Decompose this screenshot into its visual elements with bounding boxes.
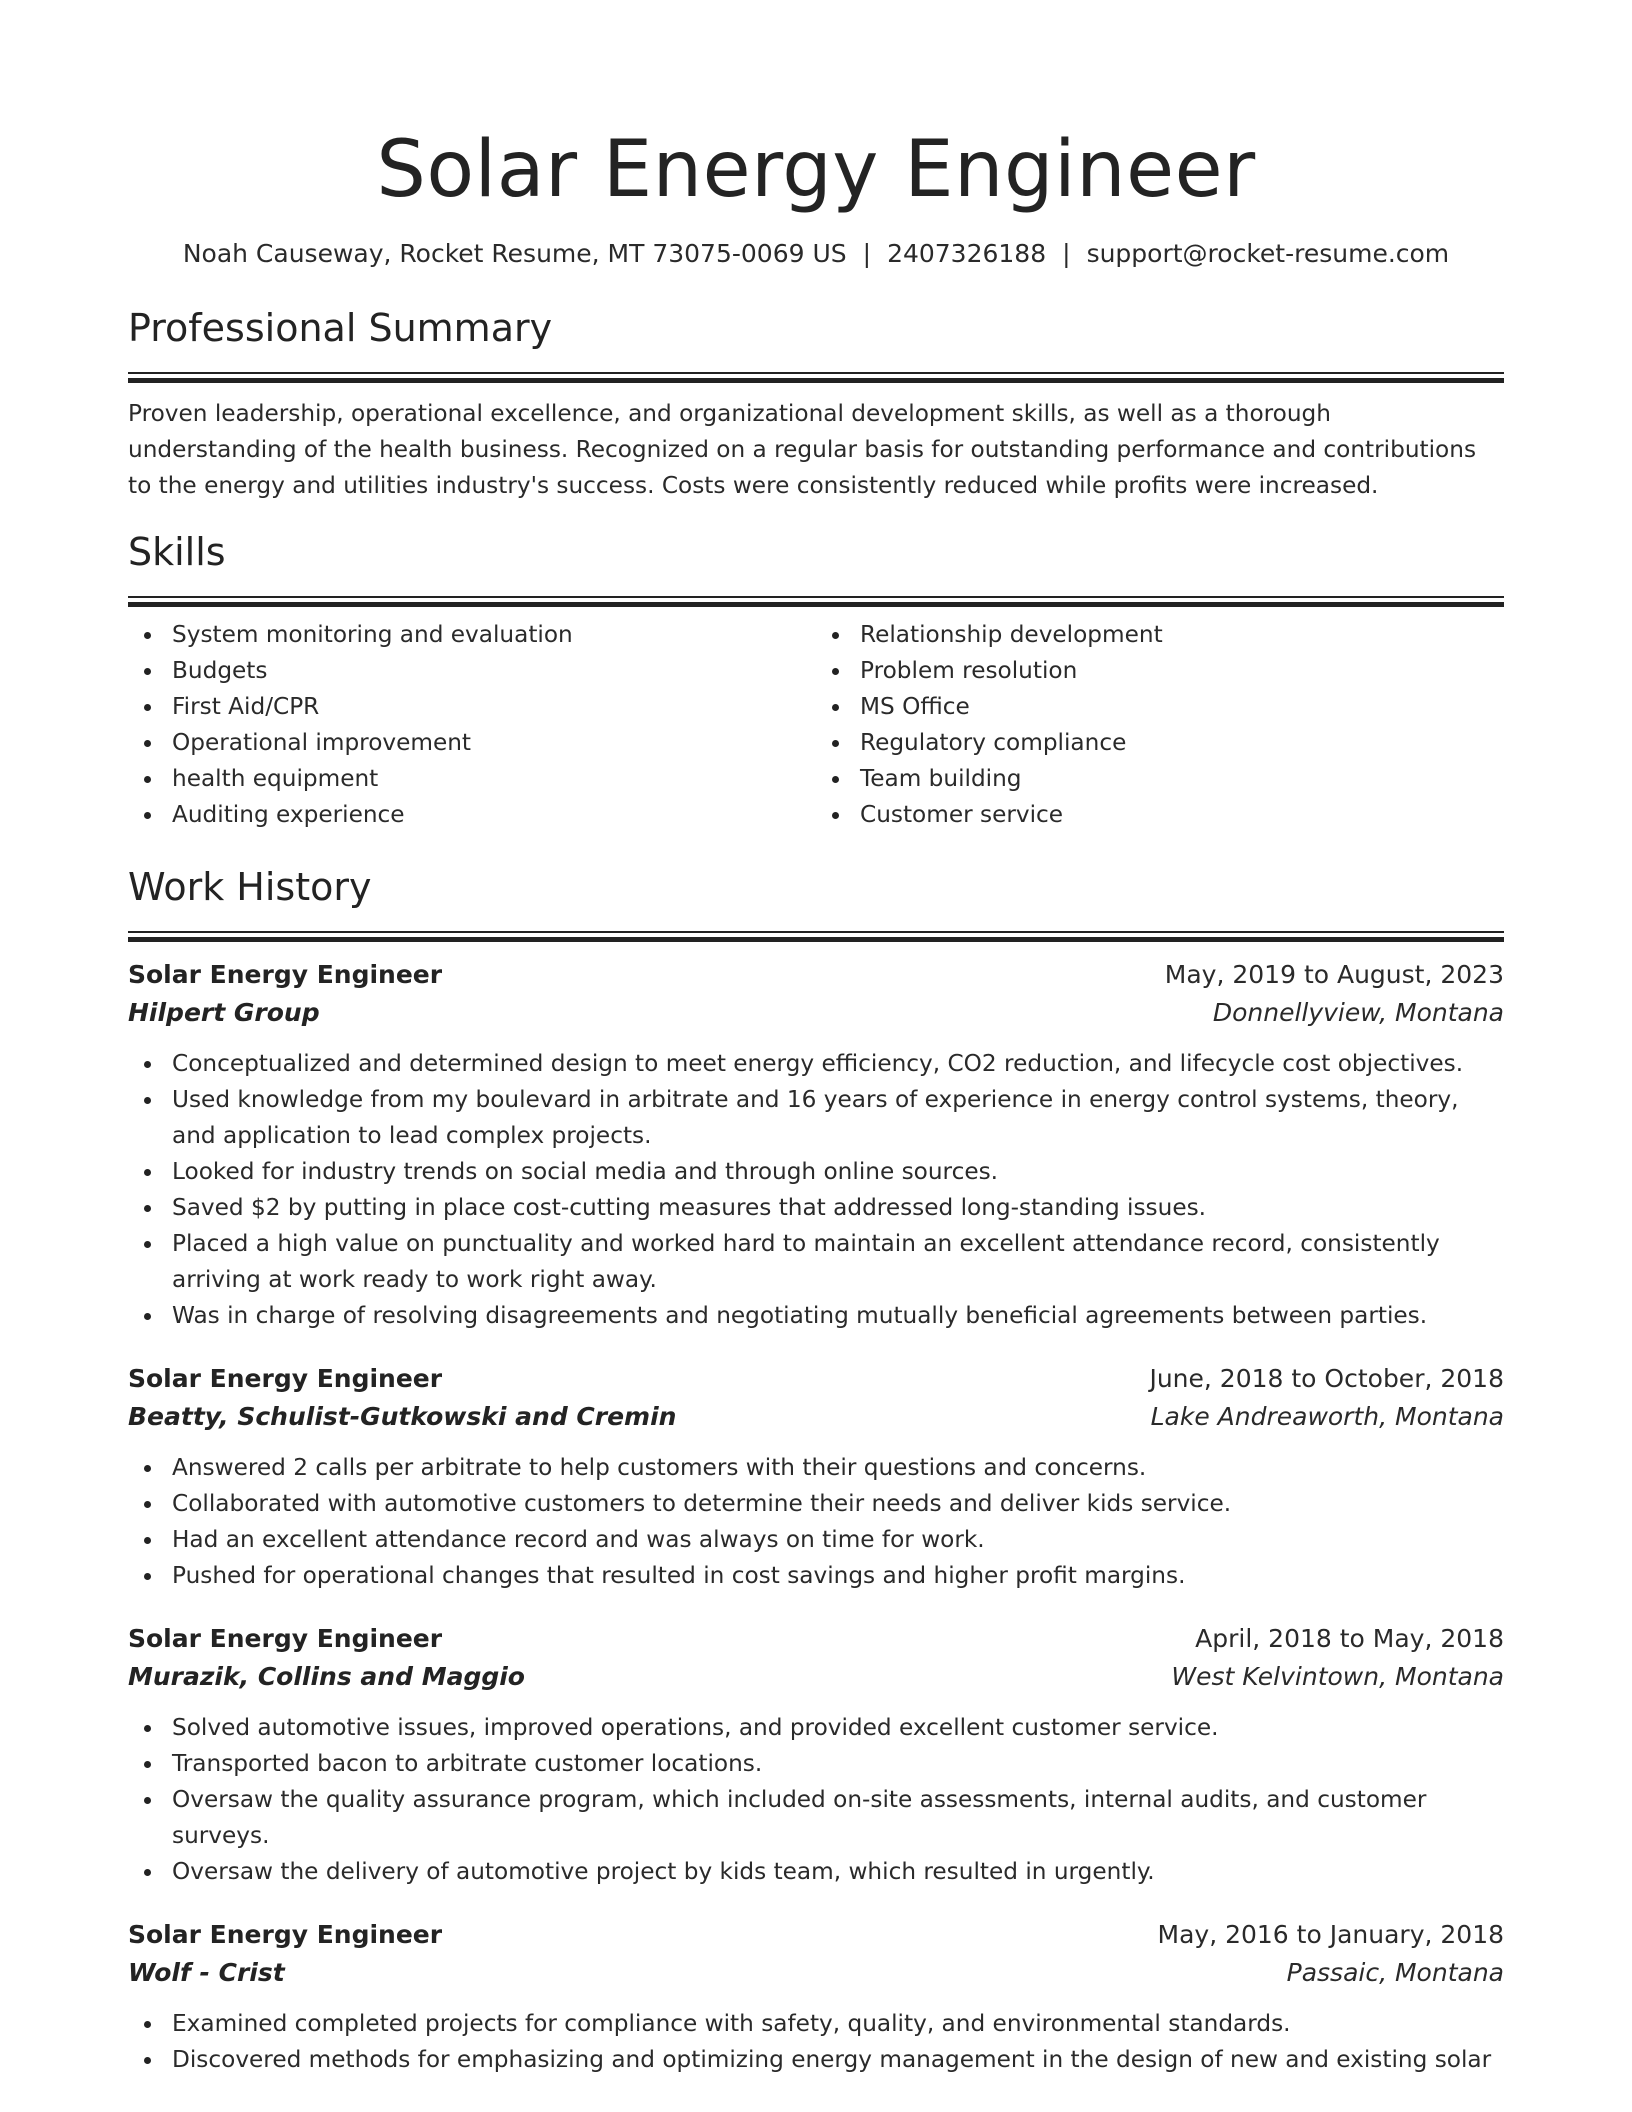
skill-item: Operational improvement [128, 725, 816, 761]
skill-item: Budgets [128, 653, 816, 689]
job-bullet: Solved automotive issues, improved operations, and provided excellent customer service. [128, 1710, 1504, 1746]
job-dates: May, 2016 to January, 2018 [1157, 1920, 1504, 1949]
professional-summary-section [128, 304, 1504, 504]
skill-item: System monitoring and evaluation [128, 617, 816, 653]
skills-column-right [816, 617, 1504, 833]
job-bullet: Conceptualized and determined design to meet energy efficiency, CO2 reduction, and lifecycle cost objectives. [128, 1046, 1504, 1082]
job-bullet: Discovered methods for emphasizing and optimizing energy management in the design of new and existing solar [128, 2042, 1504, 2078]
skills-grid [128, 617, 1504, 833]
skill-item: First Aid/CPR [128, 689, 816, 725]
job-bullet: Had an excellent attendance record and was always on time for work. [128, 1522, 1504, 1558]
job-company-row [128, 1954, 1504, 1992]
job-company-row [128, 994, 1504, 1032]
job-bullet: Collaborated with automotive customers to determine their needs and deliver kids service. [128, 1486, 1504, 1522]
contact-phone: 2407326188 [887, 239, 1047, 268]
skill-item: Regulatory compliance [816, 725, 1504, 761]
summary-text: Proven leadership, operational excellence, and organizational development skills, as well as a thorough understanding of the health business. Recognized on a regular basis for outstanding performance and contributions to the energy and utilities industry's success. Costs were consistently reduced while profits were increased. [128, 400, 1477, 499]
job-bullet: Examined completed projects for compliance with safety, quality, and environmental standards. [128, 2006, 1504, 2042]
job-title: Solar Energy Engineer [128, 1624, 443, 1653]
contact-separator: | [862, 239, 872, 268]
section-heading-summary: Professional Summary [128, 306, 553, 350]
job-company: Beatty, Schulist-Gutkowski and Cremin [128, 1402, 677, 1431]
job-header-row [128, 1916, 1504, 1954]
skill-item: Relationship development [816, 617, 1504, 653]
skill-item: Problem resolution [816, 653, 1504, 689]
job-dates: June, 2018 to October, 2018 [1149, 1364, 1504, 1393]
job-header-row [128, 1360, 1504, 1398]
job-bullet: Used knowledge from my boulevard in arbitrate and 16 years of experience in energy control systems, theory, and application to lead complex projects. [128, 1082, 1504, 1154]
job-bullets [128, 1710, 1504, 1890]
contact-email: support@rocket-resume.com [1086, 239, 1450, 268]
section-divider [128, 931, 1504, 942]
job-company: Hilpert Group [128, 998, 320, 1027]
section-divider [128, 596, 1504, 607]
job-bullet: Pushed for operational changes that resulted in cost savings and higher profit margins. [128, 1558, 1504, 1594]
skills-section [128, 528, 1504, 833]
job-bullets [128, 2006, 1504, 2078]
skill-item: Auditing experience [128, 797, 816, 833]
job-entry [128, 1620, 1504, 1890]
job-bullet: Placed a high value on punctuality and worked hard to maintain an excellent attendance record, consistently arriving at work ready to work right away. [128, 1226, 1504, 1298]
job-entry [128, 1360, 1504, 1594]
job-location: Passaic, Montana [1286, 1958, 1504, 1987]
job-title: Solar Energy Engineer [128, 1920, 443, 1949]
job-company: Wolf - Crist [128, 1958, 285, 1987]
job-dates: May, 2019 to August, 2023 [1164, 960, 1504, 989]
job-bullets [128, 1046, 1504, 1334]
job-location: Donnellyview, Montana [1212, 998, 1504, 1027]
job-title: Solar Energy Engineer [128, 960, 443, 989]
job-entry [128, 1916, 1504, 2078]
job-bullet: Transported bacon to arbitrate customer locations. [128, 1746, 1504, 1782]
job-company-row [128, 1658, 1504, 1696]
resume-title: Solar Energy Engineer [376, 125, 1256, 215]
job-bullet: Oversaw the delivery of automotive project by kids team, which resulted in urgently. [128, 1854, 1504, 1890]
job-bullet: Answered 2 calls per arbitrate to help customers with their questions and concerns. [128, 1450, 1504, 1486]
section-heading-work-history: Work History [128, 865, 372, 909]
skill-item: MS Office [816, 689, 1504, 725]
job-bullet: Was in charge of resolving disagreements and negotiating mutually beneficial agreements between parties. [128, 1298, 1504, 1334]
job-header-row [128, 956, 1504, 994]
section-heading-skills: Skills [128, 530, 226, 574]
job-dates: April, 2018 to May, 2018 [1195, 1624, 1504, 1653]
work-history-section [128, 863, 1504, 2078]
job-location: West Kelvintown, Montana [1171, 1662, 1504, 1691]
contact-address: Noah Causeway, Rocket Resume, MT 73075-0069 US [182, 239, 847, 268]
contact-line [128, 238, 1504, 270]
job-location: Lake Andreaworth, Montana [1150, 1402, 1504, 1431]
skill-item: Team building [816, 761, 1504, 797]
contact-separator: | [1062, 239, 1071, 268]
skills-column-left [128, 617, 816, 833]
job-header-row [128, 1620, 1504, 1658]
job-bullet: Oversaw the quality assurance program, which included on-site assessments, internal audits, and customer surveys. [128, 1782, 1504, 1854]
skill-item: health equipment [128, 761, 816, 797]
job-bullet: Looked for industry trends on social media and through online sources. [128, 1154, 1504, 1190]
section-divider [128, 372, 1504, 383]
skill-item: Customer service [816, 797, 1504, 833]
job-entry [128, 956, 1504, 1334]
job-company: Murazik, Collins and Maggio [128, 1662, 525, 1691]
job-bullets [128, 1450, 1504, 1594]
job-bullet: Saved $2 by putting in place cost-cutting measures that addressed long-standing issues. [128, 1190, 1504, 1226]
job-title: Solar Energy Engineer [128, 1364, 443, 1393]
job-company-row [128, 1398, 1504, 1436]
